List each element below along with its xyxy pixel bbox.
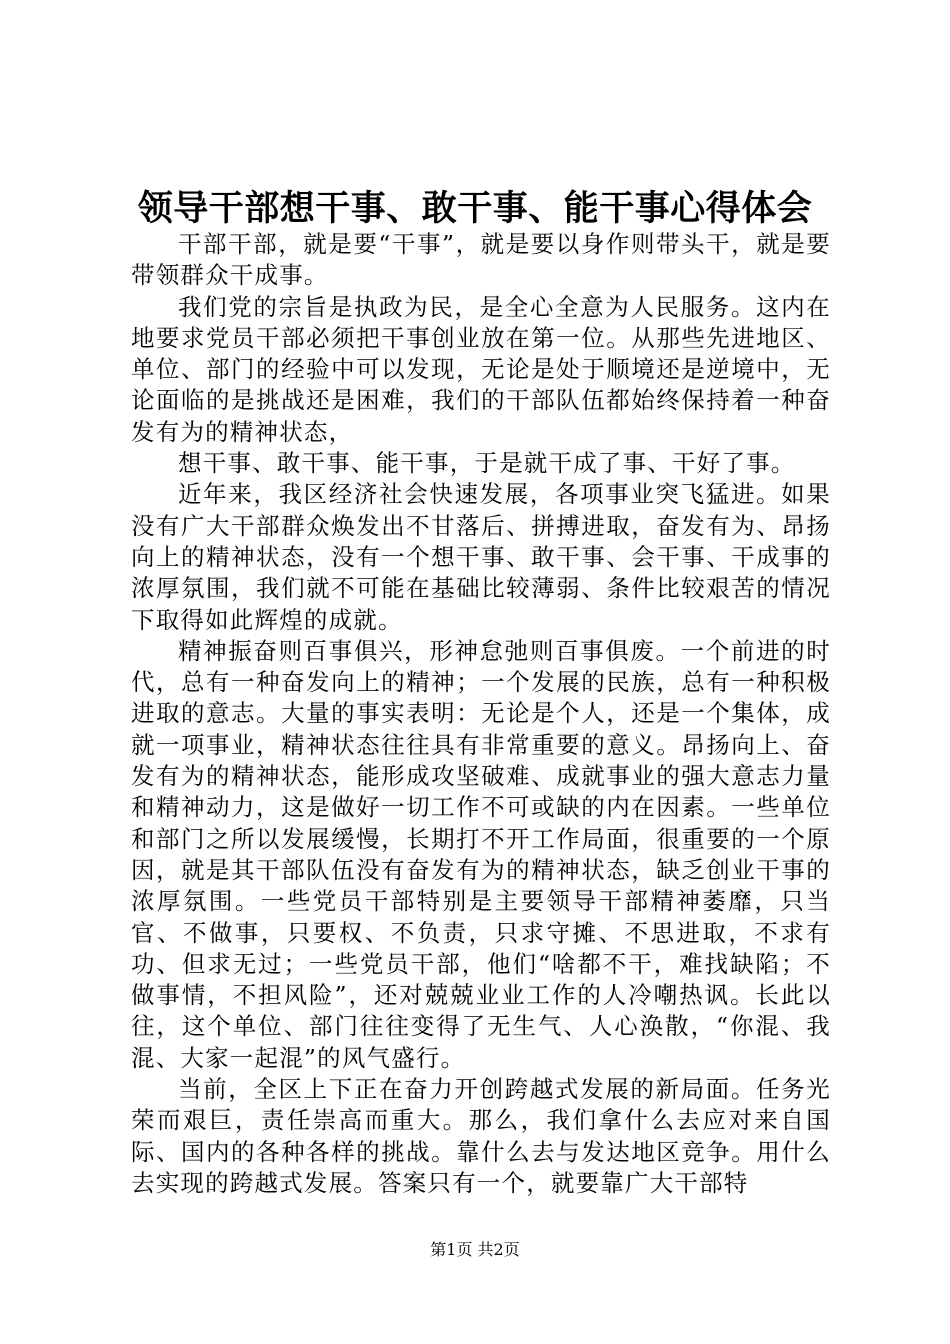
paragraph: 想干事、敢干事、能干事，于是就干成了事、干好了事。: [178, 449, 796, 478]
paragraph: 我们党的宗旨是执政为民，是全心全意为人民服务。这内在地要求党员干部必须把干事创业放在第一位。从那些先进地区、单位、部门的经验中可以发现，无论是处于顺境还是逆境中，无论面临的是挑战还是困难，我们的干部队伍都始终保持着一种奋发有为的精神状态，: [131, 292, 831, 446]
paragraph: 精神振奋则百事俱兴，形神怠弛则百事俱废。一个前进的时代，总有一种奋发向上的精神；一个发展的民族，总有一种积极进取的意志。大量的事实表明：无论是个人，还是一个集体，成就一项事业，精神状态往往具有非常重要的意义。昂扬向上、奋发有为的精神状态，能形成攻坚破难、成就事业的强大意志力量和精神动力，这是做好一切工作不可或缺的内在因素。一些单位和部门之所以发展缓慢，长期打不开工作局面，很重要的一个原因，就是其干部队伍没有奋发有为的精神状态，缺乏创业干事的浓厚氛围。一些党员干部特别是主要领导干部精神萎靡，只当官、不做事，只要权、不负责，只求守摊、不思进取，不求有功、但求无过；一些党员干部，他们“啥都不干，难找缺陷；不做事情，不担风险”，还对兢兢业业工作的人冷嘲热讽。长此以往，这个单位、部门往往变得了无生气、人心涣散，“你混、我混、大家一起混”的风气盛行。: [131, 636, 831, 1072]
page-number-footer: 第1页 共2页: [430, 1240, 520, 1259]
paragraph: 当前，全区上下正在奋力开创跨越式发展的新局面。任务光荣而艰巨，责任崇高而重大。那么，我们拿什么去应对来自国际、国内的各种各样的挑战。靠什么去与发达地区竞争。用什么去实现的跨越式发展。答案只有一个，就要靠广大干部特: [131, 1075, 831, 1197]
paragraph: 干部干部，就是要“干事”，就是要以身作则带头干，就是要带领群众干成事。: [131, 230, 831, 290]
paragraph: 近年来，我区经济社会快速发展，各项事业突飞猛进。如果没有广大干部群众焕发出不甘落后、拼搏进取，奋发有为、昂扬向上的精神状态，没有一个想干事、敢干事、会干事、干成事的浓厚氛围，我们就不可能在基础比较薄弱、条件比较艰苦的情况下取得如此辉煌的成就。: [131, 480, 831, 634]
document-body: [131, 229, 831, 1199]
document-title: 领导干部想干事、敢干事、能干事心得体会: [137, 188, 813, 229]
